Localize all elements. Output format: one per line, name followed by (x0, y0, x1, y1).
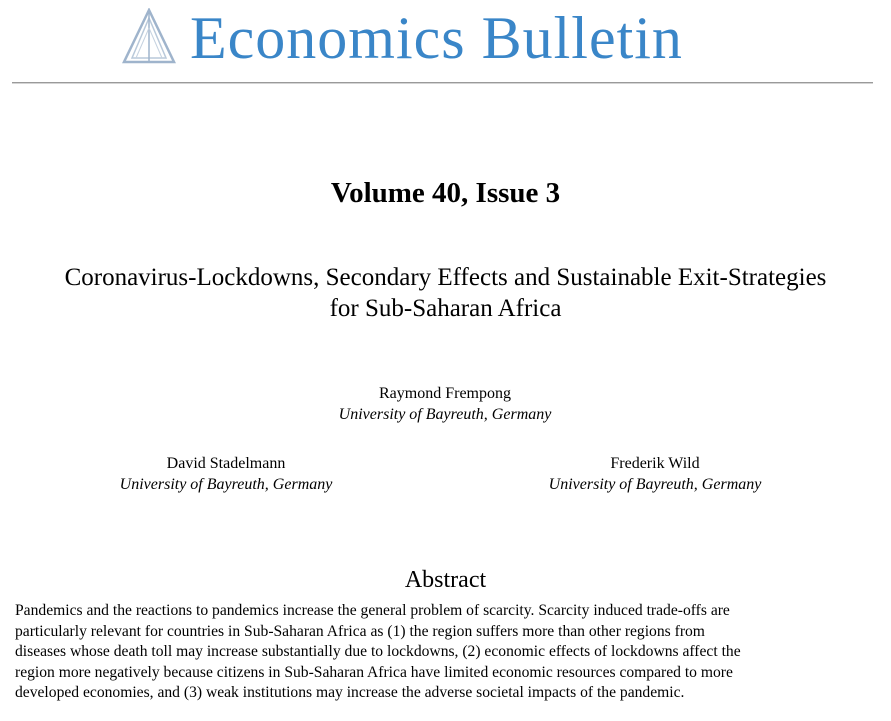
masthead-divider (12, 82, 873, 84)
author-block-2 (26, 453, 426, 495)
volume-issue: Volume 40, Issue 3 (330, 177, 561, 209)
paper-title (0, 262, 891, 324)
abstract-line: developed economies, and (3) weak institutions may increase the adverse societal impacts of the pandemic. (15, 684, 685, 701)
journal-logo-icon (122, 8, 176, 66)
paper-title-line-1: Coronavirus-Lockdowns, Secondary Effects and Sustainable Exit-Strategies (64, 264, 827, 291)
masthead (0, 0, 891, 80)
author-name: David Stadelmann (166, 455, 286, 472)
abstract-line: region more negatively because citizens in Sub-Saharan Africa have limited economic resources compared to more (15, 663, 733, 681)
journal-name: Economics Bulletin (190, 5, 683, 71)
author-affiliation: University of Bayreuth, Germany (119, 476, 333, 493)
author-name: Frederik Wild (610, 455, 700, 472)
author-name: Raymond Frempong (379, 385, 511, 402)
abstract-heading: Abstract (404, 567, 487, 593)
paper-title-line-2: for Sub-Saharan Africa (329, 295, 562, 322)
abstract-line: particularly relevant for countries in Sub-Saharan Africa as (1) the region suffers more than other regions from (15, 622, 705, 640)
abstract-line: Pandemics and the reactions to pandemics increase the general problem of scarcity. Scarcity induced trade-offs are (15, 602, 730, 619)
author-affiliation: University of Bayreuth, Germany (548, 476, 762, 493)
author-block-3 (455, 453, 855, 495)
abstract-body (15, 601, 877, 704)
author-affiliation: University of Bayreuth, Germany (338, 406, 552, 423)
author-block-1 (245, 383, 645, 425)
abstract-line: diseases whose death toll may increase substantially due to lockdowns, (2) economic effects of lockdowns affect the (15, 643, 741, 660)
